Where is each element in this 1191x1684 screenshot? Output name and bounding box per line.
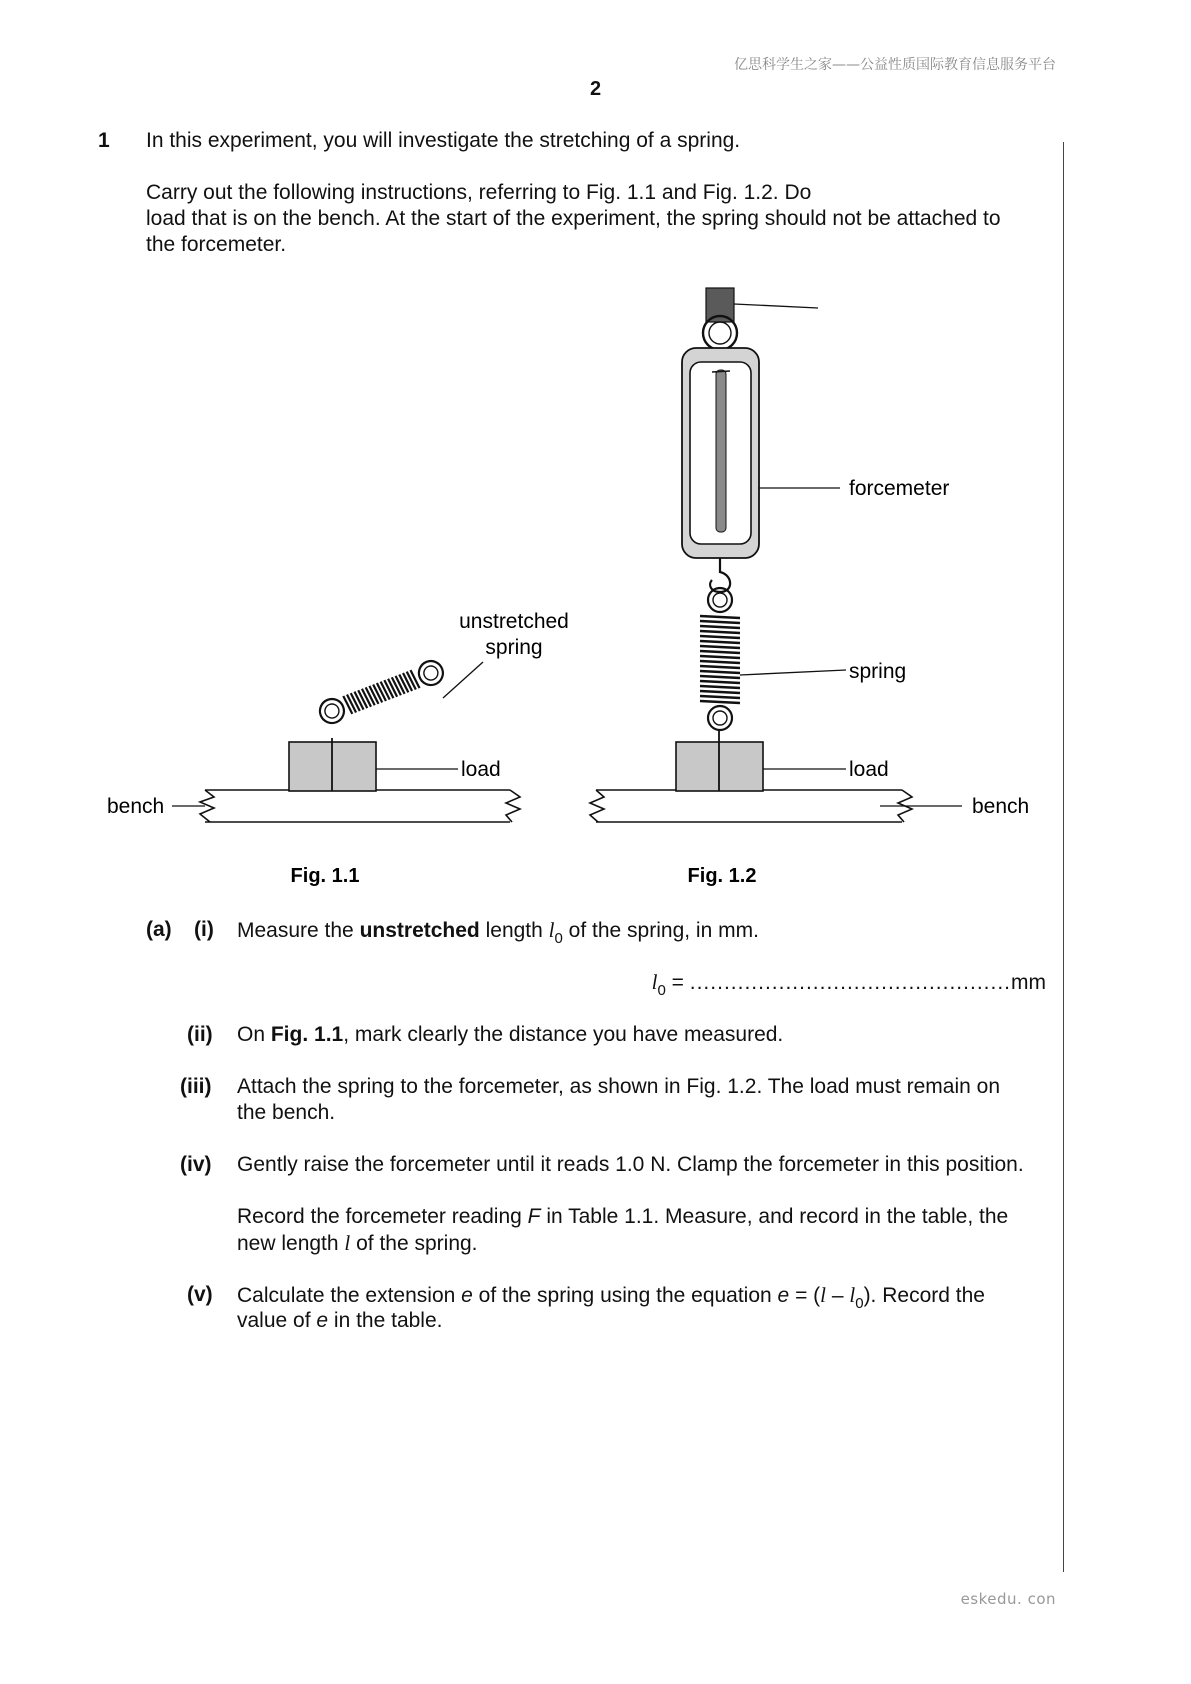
label-load-1: load: [461, 758, 501, 781]
label-load-2: load: [849, 758, 889, 781]
part-iii-line-2: the bench.: [237, 1101, 336, 1124]
label-bench-1: bench: [107, 795, 165, 818]
question-intro: In this experiment, you will investigate the stretching of a spring.: [146, 129, 741, 152]
label-bench-2: bench: [972, 795, 1030, 818]
load-1: [289, 738, 376, 791]
part-v-line-1: Calculate the extension e of the spring using the equation $e = (l - l_0)$. Record the: [237, 1283, 985, 1312]
part-v-label: (v): [187, 1283, 213, 1306]
part-iv-line-3: new length l of the spring.: [237, 1231, 478, 1255]
part-iii-label: (iii): [180, 1075, 212, 1098]
answer-line-l0[interactable]: $l_0 = ...............................................mm$: [651, 970, 1046, 999]
label-spring: spring: [849, 660, 907, 683]
label-forcemeter: forcemeter: [849, 477, 950, 500]
part-ii-text: On Fig. 1.1, mark clearly the distance you have measured.: [237, 1023, 784, 1046]
bench-1: [200, 790, 520, 822]
part-a-label: (a): [146, 918, 172, 941]
part-iv-line-1: Gently raise the forcemeter until it reads 1.0 N. Clamp the forcemeter in this position.: [237, 1153, 1024, 1176]
experiment-figure: [0, 270, 1060, 890]
footer-site: eskedu. con: [960, 1590, 1056, 1608]
caption-fig-1-2: Fig. 1.2: [687, 865, 757, 887]
part-i-label: (i): [194, 918, 214, 941]
part-ii-label: (ii): [187, 1023, 213, 1046]
part-v-line-2: value of e in the table.: [237, 1309, 443, 1332]
hanging-spring-drawing: [700, 588, 740, 730]
part-i-text: Measure the unstretched length $l_0$ of the spring, in mm.: [237, 918, 759, 947]
part-iv-line-2: Record the forcemeter reading F in Table 1.1. Measure, and record in the table, the: [237, 1205, 1009, 1228]
instructions-line-2: load that is on the bench. At the start of the experiment, the spring should not be attached to: [146, 207, 1001, 230]
margin-rule: [1063, 142, 1064, 1572]
part-iv-label: (iv): [180, 1153, 212, 1176]
load-2: [676, 730, 763, 791]
instructions-line-1: Carry out the following instructions, referring to Fig. 1.1 and Fig. 1.2. Do: [146, 181, 812, 204]
part-iii-line-1: Attach the spring to the forcemeter, as shown in Fig. 1.2. The load must remain on: [237, 1075, 1001, 1098]
instructions-line-3: the forcemeter.: [146, 233, 287, 256]
bench-2: [590, 790, 912, 822]
caption-fig-1-1: Fig. 1.1: [290, 865, 360, 887]
forcemeter-drawing: [682, 348, 759, 558]
header-watermark: 亿思科学生之家——公益性质国际教育信息服务平台: [734, 57, 1056, 73]
unstretched-spring-drawing: [316, 658, 446, 727]
label-unstretched-2: spring: [485, 636, 543, 659]
question-number: 1: [98, 129, 110, 152]
label-unstretched-1: unstretched: [459, 610, 569, 633]
page-number: 2: [589, 78, 602, 100]
